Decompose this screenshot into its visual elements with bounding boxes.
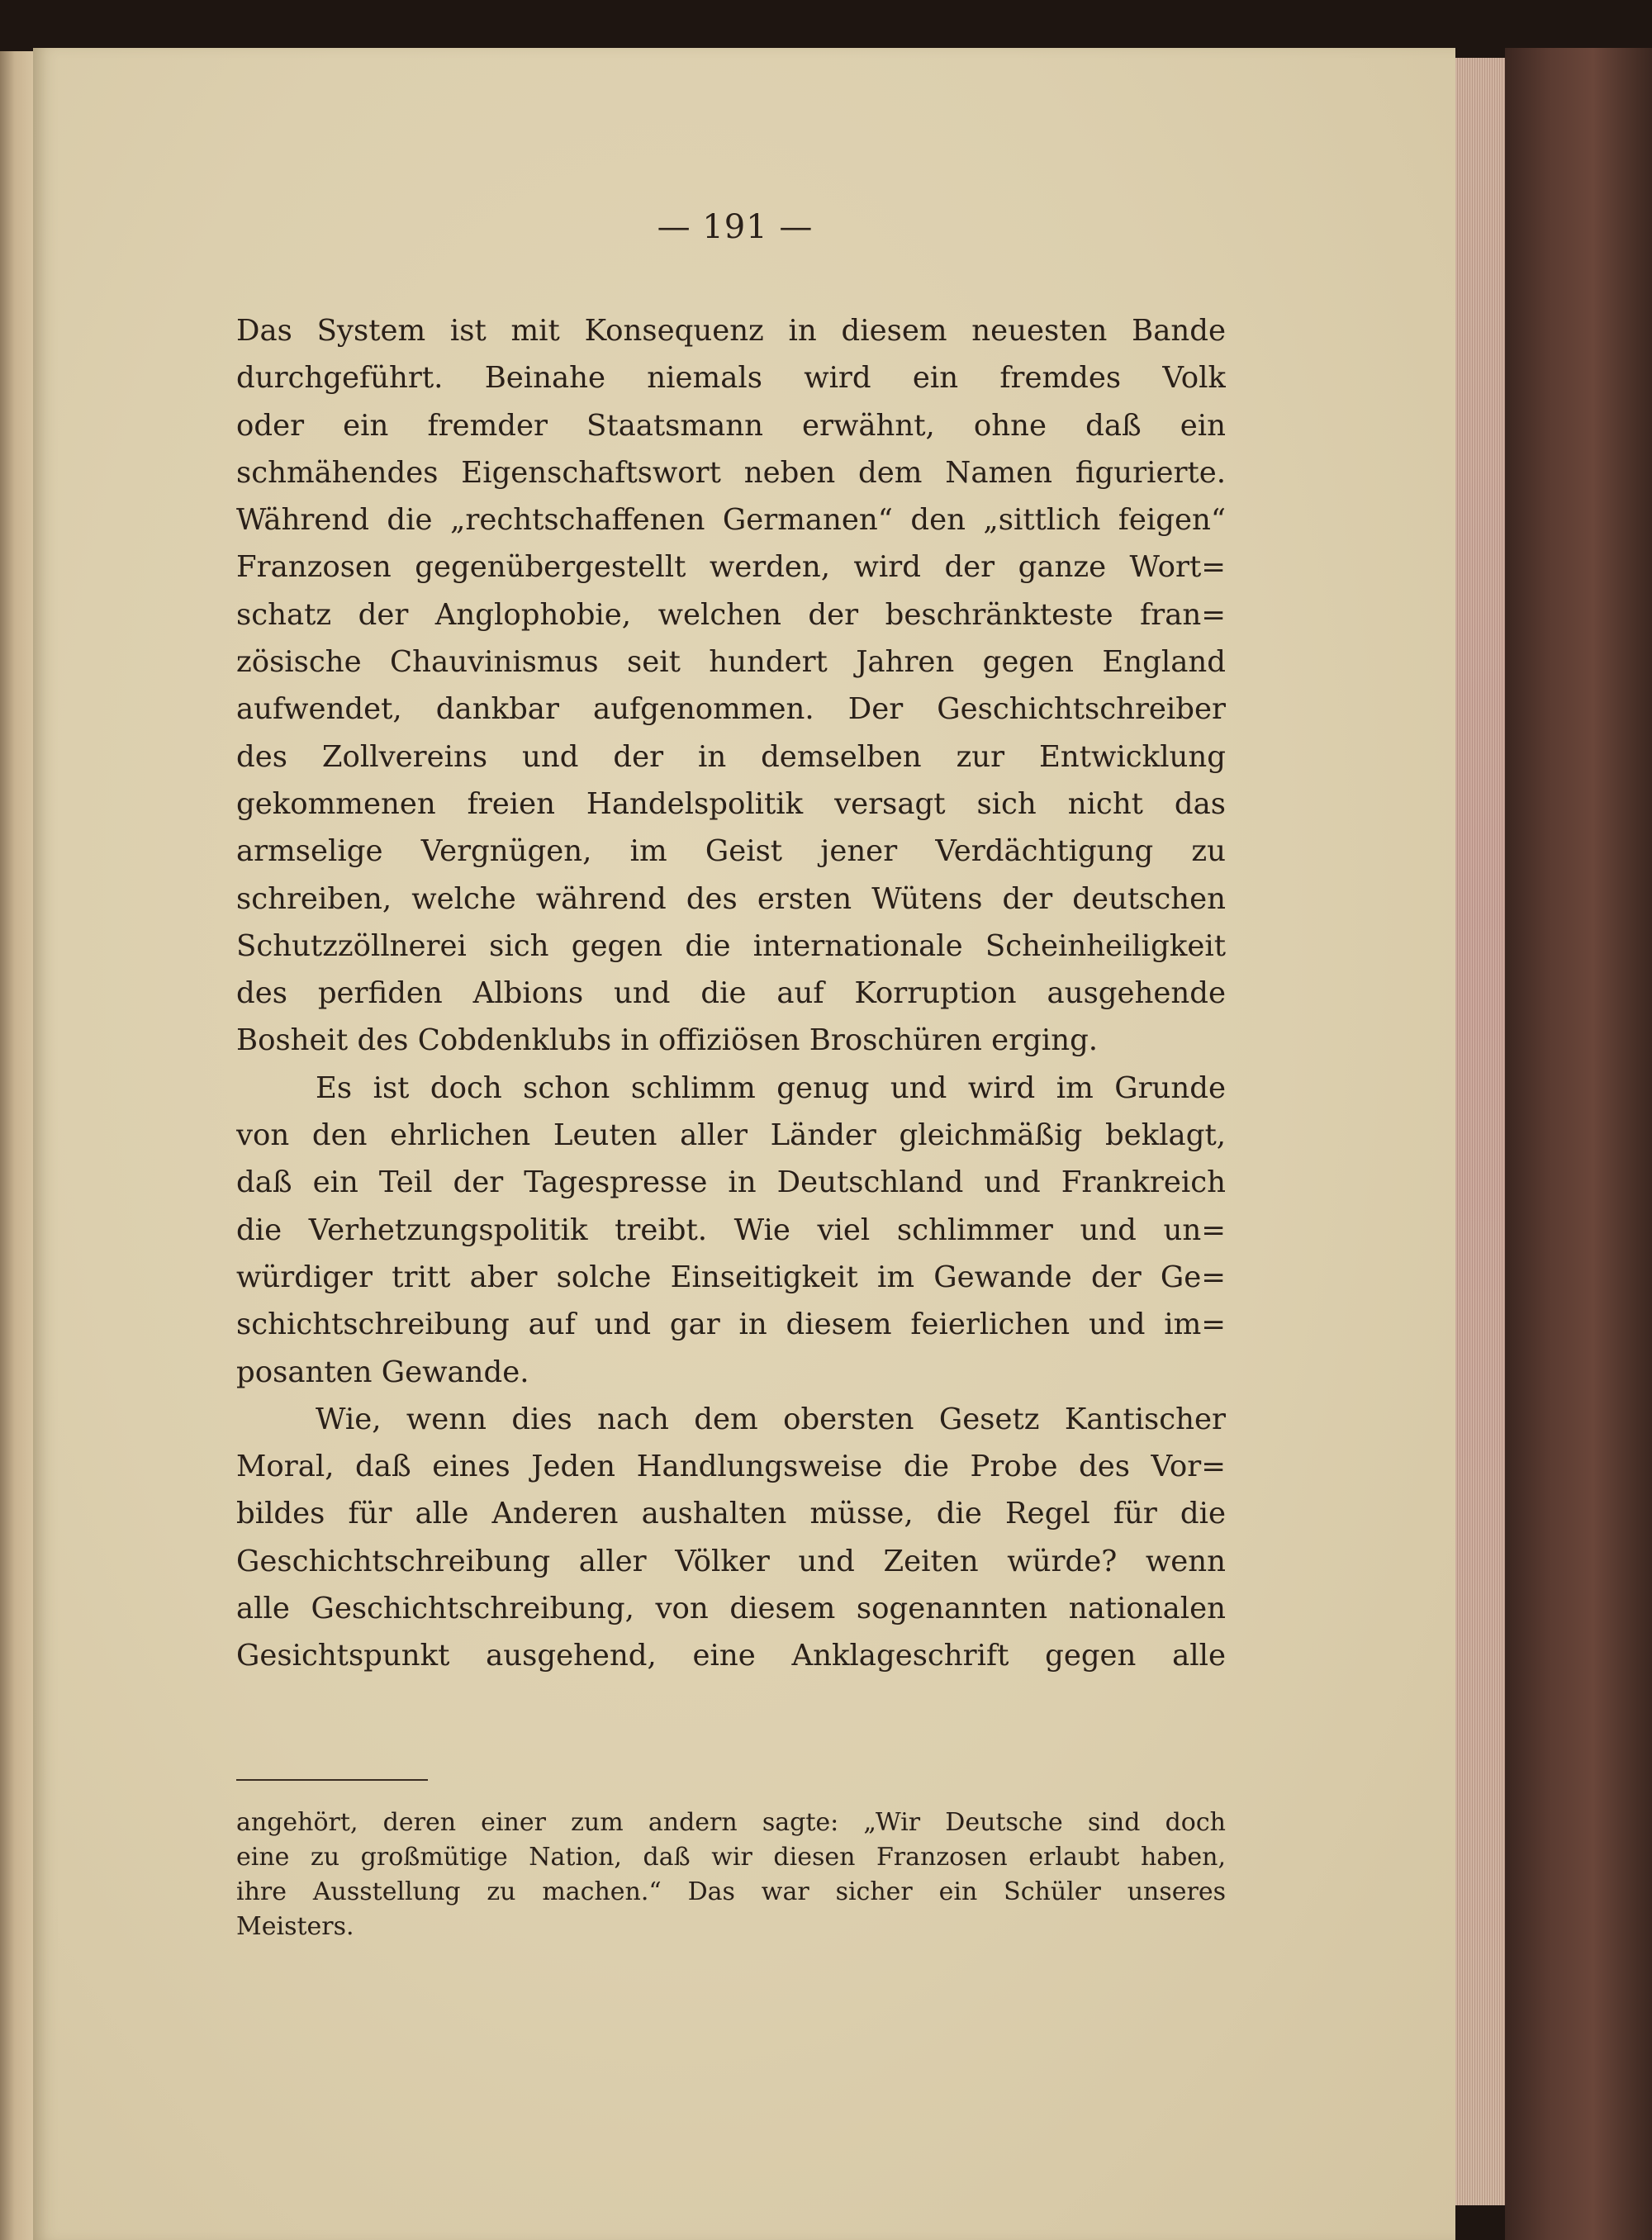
footnote-line: ihre Ausstellung zu machen.“ Das war sicher ein Schüler unseres (236, 1877, 1226, 1906)
text-line: armselige Vergnügen, im Geist jener Verdächtigung zu (236, 834, 1226, 869)
text-line: Schutzzöllnerei sich gegen die internationale Scheinheiligkeit (236, 928, 1226, 963)
footnote-line: Meisters. (236, 1912, 354, 1941)
text-line: würdiger tritt aber solche Einseitigkeit im Gewande der Ge= (236, 1260, 1226, 1294)
text-line: von den ehrlichen Leuten aller Länder gleichmäßig beklagt, (236, 1118, 1226, 1153)
text-line: des perfiden Albions und die auf Korruption ausgehende (236, 976, 1226, 1011)
text-line: schreiben, welche während des ersten Wütens der deutschen (236, 881, 1226, 916)
book-cover-edge (1505, 48, 1652, 2240)
text-line: posanten Gewande. (236, 1355, 529, 1389)
page-number: — 191 — (657, 208, 814, 246)
text-line: daß ein Teil der Tagespresse in Deutschland und Frankreich (236, 1165, 1226, 1200)
text-line: schichtschreibung auf und gar in diesem feierlichen und im= (236, 1307, 1226, 1342)
text-line: Wie, wenn dies nach dem obersten Gesetz Kantischer (316, 1402, 1226, 1436)
text-line: Gesichtspunkt ausgehend, eine Anklageschrift gegen alle (236, 1639, 1226, 1673)
left-page-edge (0, 51, 35, 2240)
text-line: Geschichtschreibung aller Völker und Zeiten würde? wenn (236, 1544, 1226, 1578)
body-text (236, 307, 1226, 1680)
text-line: des Zollvereins und der in demselben zur Entwicklung (236, 739, 1226, 774)
text-line: aufwendet, dankbar aufgenommen. Der Geschichtschreiber (236, 692, 1226, 727)
text-line: alle Geschichtschreibung, von diesem sogenannten nationalen (236, 1592, 1226, 1626)
text-line: die Verhetzungspolitik treibt. Wie viel schlimmer und un= (236, 1213, 1226, 1247)
text-line: zösische Chauvinismus seit hundert Jahren gegen England (236, 645, 1226, 680)
text-line: Es ist doch schon schlimm genug und wird im Grunde (316, 1070, 1226, 1105)
page-stack-edge (1455, 58, 1505, 2205)
text-line: bildes für alle Anderen aushalten müsse, die Regel für die (236, 1497, 1226, 1531)
footnote-line: angehört, deren einer zum andern sagte: „Wir Deutsche sind doch (236, 1808, 1226, 1837)
footnote (236, 1806, 1226, 1944)
text-line: schatz der Anglophobie, welchen der beschränkteste fran= (236, 597, 1226, 632)
footnote-line: eine zu großmütige Nation, daß wir diesen Franzosen erlaubt haben, (236, 1843, 1226, 1872)
text-line: Während die „rechtschaffenen Germanen“ den „sittlich feigen“ (236, 503, 1226, 538)
text-line: gekommenen freien Handelspolitik versagt sich nicht das (236, 786, 1226, 821)
footnote-rule (236, 1779, 428, 1781)
text-line: Moral, daß eines Jeden Handlungsweise die Probe des Vor= (236, 1450, 1226, 1484)
text-line: schmähendes Eigenschaftswort neben dem Namen figurierte. (236, 455, 1226, 490)
text-line: Das System ist mit Konsequenz in diesem neuesten Bande (236, 314, 1226, 348)
text-line: Bosheit des Cobdenklubs in offiziösen Broschüren erging. (236, 1023, 1099, 1058)
text-line: durchgeführt. Beinahe niemals wird ein fremdes Volk (236, 361, 1226, 396)
text-line: oder ein fremder Staatsmann erwähnt, ohne daß ein (236, 408, 1226, 443)
text-line: Franzosen gegenübergestellt werden, wird der ganze Wort= (236, 550, 1226, 585)
